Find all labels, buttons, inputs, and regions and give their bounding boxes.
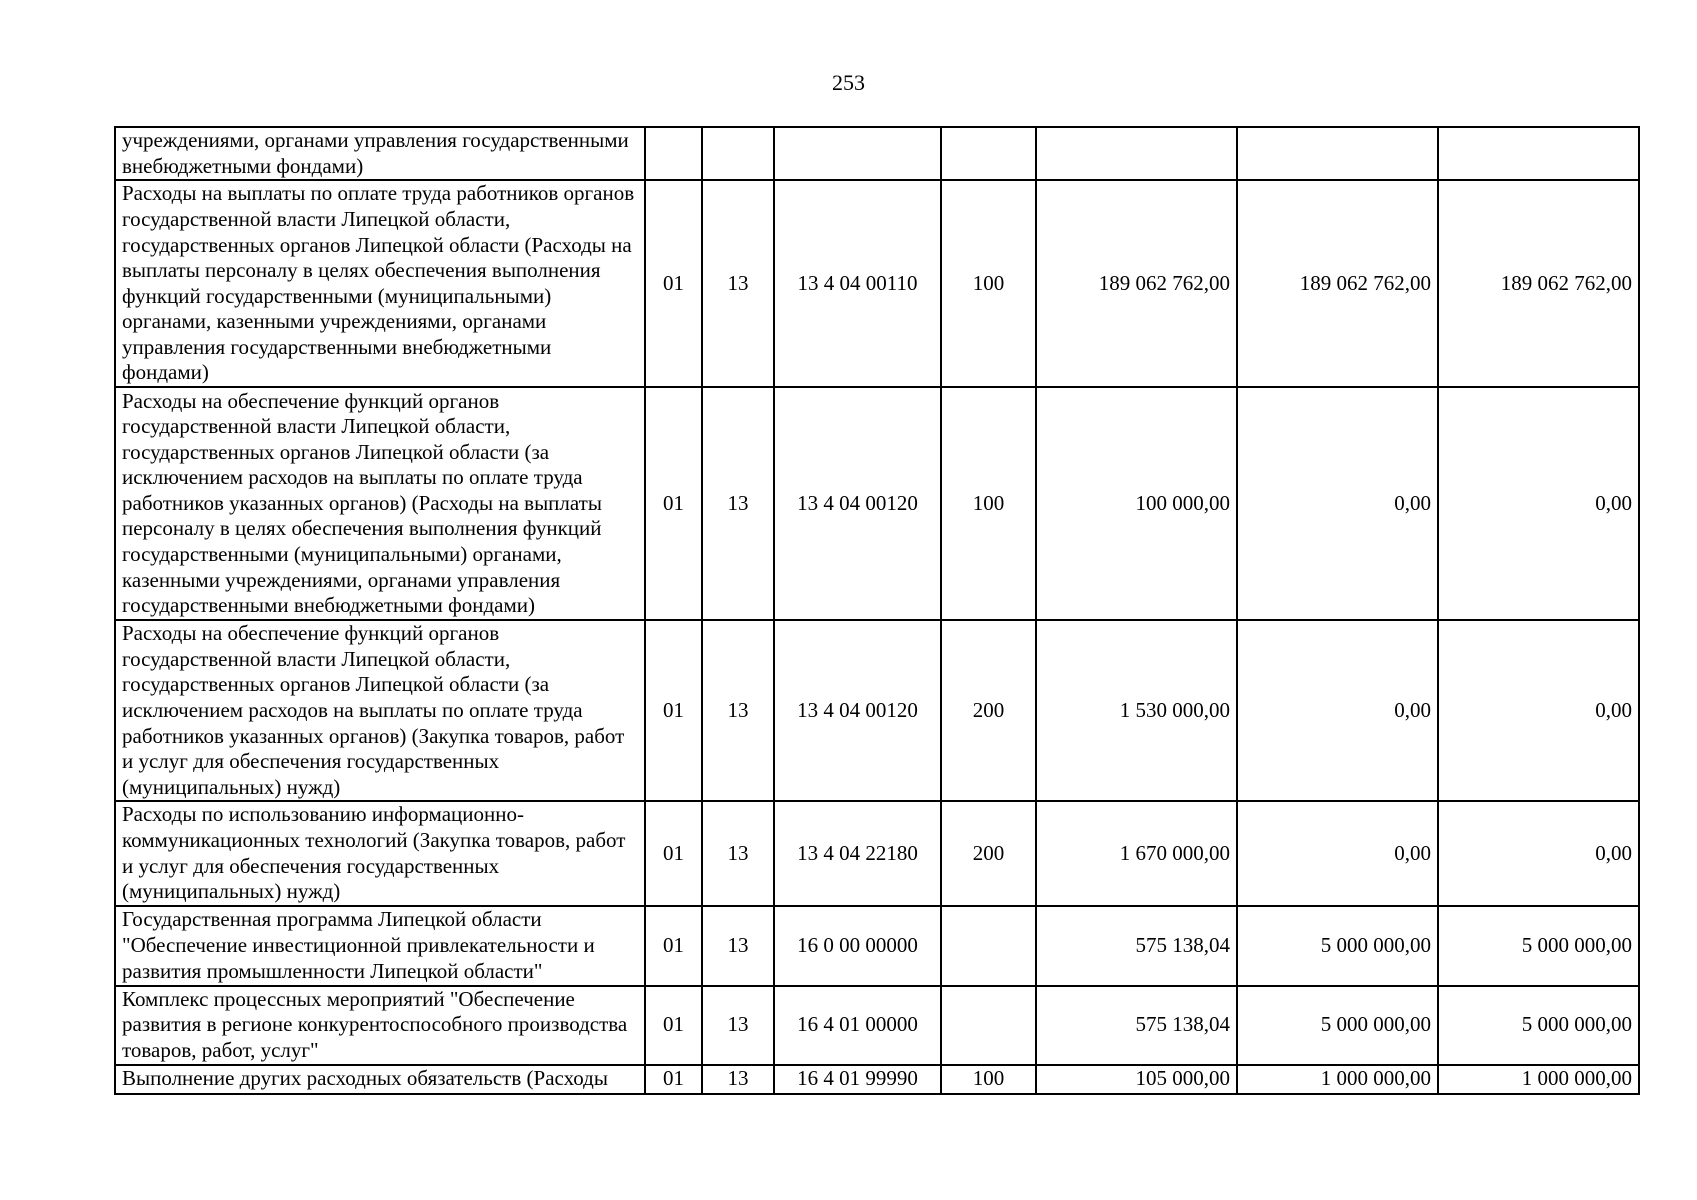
table-row bbox=[115, 620, 1639, 801]
sum-3-cell: 5 000 000,00 bbox=[1438, 906, 1639, 986]
expense-type-cell bbox=[941, 906, 1036, 986]
expense-type-cell: 100 bbox=[941, 387, 1036, 620]
sum-2-cell: 1 000 000,00 bbox=[1237, 1065, 1438, 1094]
target-article-cell: 16 0 00 00000 bbox=[774, 906, 941, 986]
section-cell: 01 bbox=[645, 801, 702, 905]
target-article-cell: 16 4 01 99990 bbox=[774, 1065, 941, 1094]
table-row bbox=[115, 906, 1639, 986]
sum-1-cell: 575 138,04 bbox=[1036, 906, 1237, 986]
subsection-cell: 13 bbox=[702, 801, 774, 905]
sum-3-cell bbox=[1438, 127, 1639, 180]
table-row bbox=[115, 180, 1639, 387]
sum-3-cell: 0,00 bbox=[1438, 801, 1639, 905]
section-cell: 01 bbox=[645, 620, 702, 801]
sum-2-cell: 5 000 000,00 bbox=[1237, 986, 1438, 1065]
sum-1-cell: 575 138,04 bbox=[1036, 986, 1237, 1065]
expense-type-cell: 200 bbox=[941, 620, 1036, 801]
expense-name-cell: Расходы по использованию информационно-коммуникационных технологий (Закупка товаров, работ и услуг для обеспечения государственных (муниципальных) нужд) bbox=[115, 801, 645, 905]
sum-3-cell: 189 062 762,00 bbox=[1438, 180, 1639, 387]
subsection-cell: 13 bbox=[702, 906, 774, 986]
expense-type-cell bbox=[941, 127, 1036, 180]
expense-type-cell: 100 bbox=[941, 180, 1036, 387]
sum-1-cell: 100 000,00 bbox=[1036, 387, 1237, 620]
expense-type-cell: 200 bbox=[941, 801, 1036, 905]
sum-1-cell bbox=[1036, 127, 1237, 180]
section-cell: 01 bbox=[645, 986, 702, 1065]
expense-type-cell: 100 bbox=[941, 1065, 1036, 1094]
subsection-cell: 13 bbox=[702, 986, 774, 1065]
target-article-cell bbox=[774, 127, 941, 180]
sum-3-cell: 5 000 000,00 bbox=[1438, 986, 1639, 1065]
target-article-cell: 13 4 04 00110 bbox=[774, 180, 941, 387]
sum-2-cell: 5 000 000,00 bbox=[1237, 906, 1438, 986]
subsection-cell: 13 bbox=[702, 1065, 774, 1094]
subsection-cell: 13 bbox=[702, 620, 774, 801]
target-article-cell: 13 4 04 22180 bbox=[774, 801, 941, 905]
section-cell: 01 bbox=[645, 387, 702, 620]
expense-name-cell: Расходы на обеспечение функций органов государственной власти Липецкой области, государственных органов Липецкой области (за исключением расходов на выплаты по оплате труда работников указанных органов) (Расходы на выплаты персоналу в целях обеспечения выполнения функций государственными (муниципальными) органами, казенными учреждениями, органами управления государственными внебюджетными фондами) bbox=[115, 387, 645, 620]
expense-type-cell bbox=[941, 986, 1036, 1065]
sum-2-cell bbox=[1237, 127, 1438, 180]
sum-3-cell: 1 000 000,00 bbox=[1438, 1065, 1639, 1094]
sum-3-cell: 0,00 bbox=[1438, 620, 1639, 801]
sum-3-cell: 0,00 bbox=[1438, 387, 1639, 620]
table-row bbox=[115, 127, 1639, 180]
expense-name-cell: Комплекс процессных мероприятий "Обеспечение развития в регионе конкурентоспособного производства товаров, работ, услуг" bbox=[115, 986, 645, 1065]
table-row bbox=[115, 986, 1639, 1065]
expense-name-cell: Государственная программа Липецкой области "Обеспечение инвестиционной привлекательности и развития промышленности Липецкой области" bbox=[115, 906, 645, 986]
budget-table bbox=[114, 126, 1640, 1095]
expense-name-cell: Выполнение других расходных обязательств (Расходы bbox=[115, 1065, 645, 1094]
sum-2-cell: 0,00 bbox=[1237, 620, 1438, 801]
sum-2-cell: 0,00 bbox=[1237, 387, 1438, 620]
section-cell: 01 bbox=[645, 1065, 702, 1094]
expense-name-cell: Расходы на выплаты по оплате труда работников органов государственной власти Липецкой области, государственных органов Липецкой области (Расходы на выплаты персоналу в целях обеспечения выполнения функций государственными (муниципальными) органами, казенными учреждениями, органами управления государственными внебюджетными фондами) bbox=[115, 180, 645, 387]
sum-1-cell: 105 000,00 bbox=[1036, 1065, 1237, 1094]
sum-1-cell: 1 670 000,00 bbox=[1036, 801, 1237, 905]
table-row bbox=[115, 1065, 1639, 1094]
subsection-cell: 13 bbox=[702, 180, 774, 387]
sum-2-cell: 0,00 bbox=[1237, 801, 1438, 905]
target-article-cell: 13 4 04 00120 bbox=[774, 387, 941, 620]
expense-name-cell: Расходы на обеспечение функций органов государственной власти Липецкой области, государственных органов Липецкой области (за исключением расходов на выплаты по оплате труда работников указанных органов) (Закупка товаров, работ и услуг для обеспечения государственных (муниципальных) нужд) bbox=[115, 620, 645, 801]
sum-2-cell: 189 062 762,00 bbox=[1237, 180, 1438, 387]
sum-1-cell: 1 530 000,00 bbox=[1036, 620, 1237, 801]
subsection-cell: 13 bbox=[702, 387, 774, 620]
budget-table-body bbox=[115, 127, 1639, 1094]
table-row bbox=[115, 801, 1639, 905]
target-article-cell: 13 4 04 00120 bbox=[774, 620, 941, 801]
subsection-cell bbox=[702, 127, 774, 180]
sum-1-cell: 189 062 762,00 bbox=[1036, 180, 1237, 387]
section-cell: 01 bbox=[645, 906, 702, 986]
expense-name-cell: учреждениями, органами управления государственными внебюджетными фондами) bbox=[115, 127, 645, 180]
section-cell: 01 bbox=[645, 180, 702, 387]
page-number: 253 bbox=[832, 70, 865, 95]
table-row bbox=[115, 387, 1639, 620]
target-article-cell: 16 4 01 00000 bbox=[774, 986, 941, 1065]
section-cell bbox=[645, 127, 702, 180]
